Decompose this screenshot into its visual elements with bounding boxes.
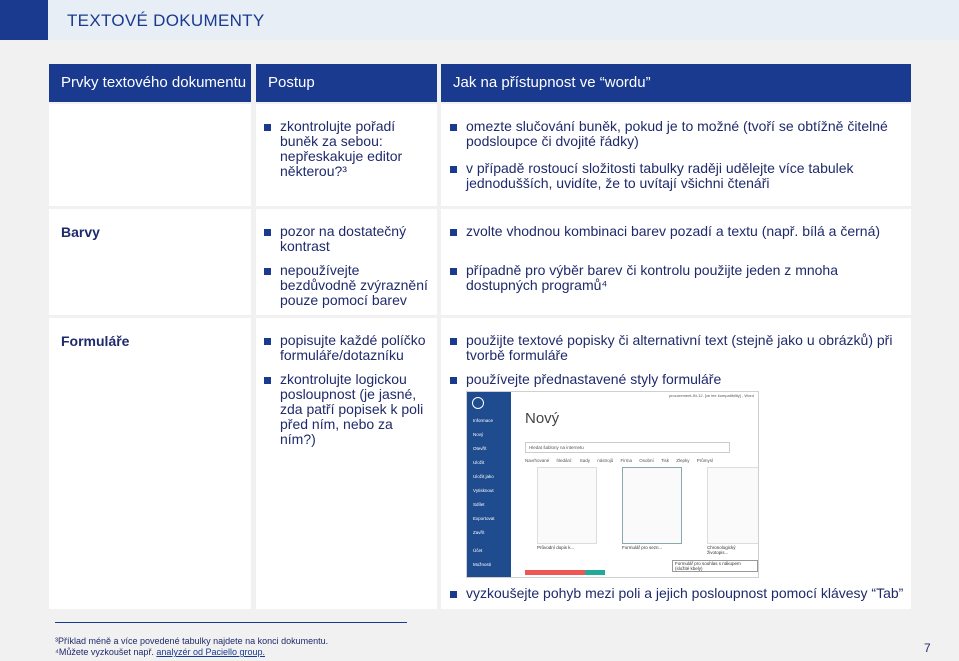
- template-caption: Chronologický životopis...: [707, 545, 736, 555]
- template-caption: Formulář pro sezn...: [622, 545, 663, 550]
- color-strip: [585, 570, 605, 575]
- list-item: popisujte každé políčko formuláře/dotazníku: [264, 333, 429, 363]
- template-caption: Průvodní dopis k...: [537, 545, 575, 550]
- row-1-how-to-list: [450, 119, 905, 200]
- menu-item: Účet: [473, 548, 483, 553]
- word-window-title: procurement-IN-12. [ve iee kompatibility] - Word: [669, 393, 754, 398]
- template-thumbnail: [622, 467, 682, 544]
- list-item: nepoužívejte bezdůvodně zvýraznění pouze pomocí barev: [264, 263, 432, 308]
- menu-item: Informace: [473, 418, 494, 423]
- template-thumbnail: [537, 467, 597, 544]
- menu-item: Možnosti: [473, 562, 492, 567]
- row-2-procedure-list: [264, 224, 432, 317]
- list-item: zkontrolujte logickou posloupnost (je jasné, zda patří popisek k poli před ním, nebo za ním?): [264, 372, 429, 447]
- tooltip: Formulář pro souhlas s nákupem (složité kbely): [672, 560, 758, 572]
- footnote-divider: [55, 622, 407, 623]
- menu-item: Vytisknout: [473, 488, 494, 493]
- header-accent: [0, 0, 48, 40]
- paciello-link[interactable]: analyzér od Paciello group.: [156, 647, 265, 657]
- word-backstage-sidebar: [467, 392, 511, 577]
- list-item: zvolte vhodnou kombinaci barev pozadí a textu (např. bílá a černá): [450, 224, 905, 239]
- menu-item: Sdílet: [473, 502, 485, 507]
- row-label-forms: Formuláře: [61, 333, 130, 349]
- suggested-searches: Navrhované hledání: Sady nástrojů Firma Osobní Tisk Zlepky Průmysl: [525, 458, 714, 463]
- page-header: [0, 0, 959, 40]
- footnote-3: ³Příklad méně a více povedené tabulky najdete na konci dokumentu.: [55, 636, 329, 646]
- list-item: použijte textové popisky či alternativní text (stejně jako u obrázků) při tvorbě formuláře: [450, 333, 905, 363]
- row-3-how-to-after: [450, 586, 905, 610]
- footnote-4: [55, 647, 265, 657]
- list-item: pozor na dostatečný kontrast: [264, 224, 432, 254]
- menu-item: Uložit: [473, 460, 485, 465]
- row-1-label-cell: [49, 104, 251, 206]
- list-item: vyzkoušejte pohyb mezi poli a jejich posloupnost pomocí klávesy “Tab”: [450, 586, 905, 601]
- template-search: Hledat šablony na internetu: [525, 442, 730, 453]
- list-item: případně pro výběr barev či kontrolu použijte jeden z mnoha dostupných programů⁴: [450, 263, 905, 293]
- page-title: TEXTOVÉ DOKUMENTY: [67, 11, 265, 30]
- back-arrow-icon: [472, 397, 484, 409]
- row-2-how-to-list: [450, 224, 905, 302]
- menu-item: Zavřít: [473, 530, 485, 535]
- list-item: v případě rostoucí složitosti tabulky raději udělejte více tabulek jednodušších, uvidíte, že to uvítají všichni čtenáři: [450, 161, 905, 191]
- list-item: používejte přednastavené styly formuláře: [450, 372, 905, 387]
- word-new-document-screenshot: [466, 391, 759, 578]
- menu-item: Uložit jako: [473, 474, 494, 479]
- row-1-procedure-list: [264, 119, 424, 188]
- new-heading: Nový: [525, 410, 560, 427]
- color-strip: [525, 570, 585, 575]
- list-item: zkontrolujte pořadí buněk za sebou: nepřeskakuje editor některou?³: [264, 119, 424, 179]
- column-header-elements: Prvky textového dokumentu: [49, 64, 251, 102]
- footnote-4-text: ⁴Můžete vyzkoušet např.: [55, 647, 157, 657]
- row-3-how-to-list: [450, 333, 905, 396]
- menu-item: Exportovat: [473, 516, 495, 521]
- column-header-procedure: Postup: [256, 64, 437, 102]
- menu-item: Otevřít: [473, 446, 487, 451]
- column-header-how-to: Jak na přístupnost ve “wordu”: [441, 64, 911, 102]
- page-number: 7: [924, 641, 931, 655]
- menu-item: Nový: [473, 432, 484, 437]
- row-3-label-cell: [49, 318, 251, 609]
- template-thumbnail: [707, 467, 759, 544]
- list-item: omezte slučování buněk, pokud je to možné (tvoří se obtížně čitelné podsloupce či dvojité řádky): [450, 119, 905, 149]
- row-3-procedure-list: [264, 333, 429, 456]
- row-label-colors: Barvy: [61, 224, 100, 240]
